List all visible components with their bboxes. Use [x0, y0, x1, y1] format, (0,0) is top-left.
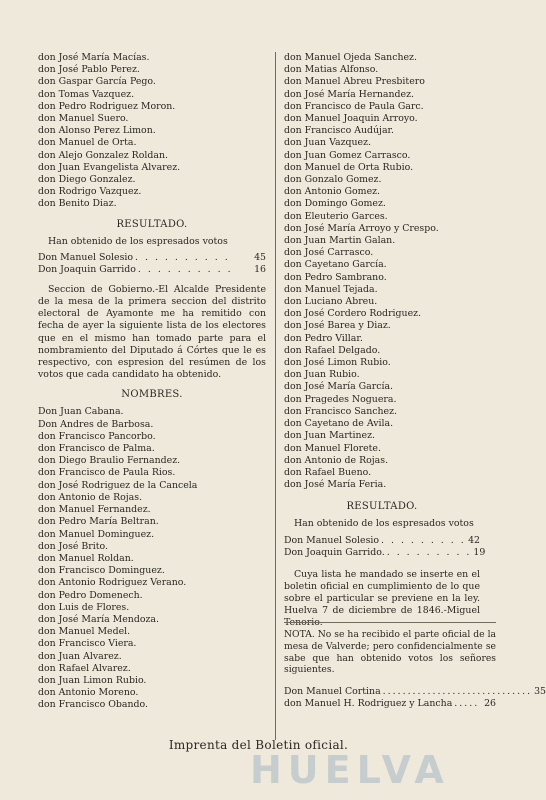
name-entry: don Pragedes Noguera.: [284, 393, 397, 405]
name-entry: don Francisco Viera.: [38, 638, 137, 650]
name-entry: don Matias Alfonso.: [284, 64, 379, 76]
column-divider: [275, 52, 276, 740]
vote-count: 16: [254, 263, 266, 275]
name-entry: don Eleuterio Garces.: [284, 210, 388, 222]
name-entry: don José Limon Rubio.: [284, 357, 391, 369]
name-entry: don Francisco Obando.: [38, 699, 148, 711]
name-entry: don José María Macías.: [38, 52, 150, 63]
vote-count: 42: [468, 534, 480, 546]
closing-paragraph: Cuya lista he mandado se inserte en el boletin oficial en cumplimiento de lo que sobre el particular se previene en la ley. Huelva 7 de diciembre de 1846.-Miguel Tenorio.: [284, 568, 480, 629]
nombres-heading: NOMBRES.: [121, 389, 183, 401]
name-entry: don Juan Martin Galan.: [284, 235, 396, 247]
resultado-intro-right: Han obtenido de los espresados votos: [294, 518, 474, 530]
left-column: [38, 52, 266, 712]
name-entry: don Cayetano de Avila.: [284, 418, 394, 430]
name-entry: don Pedro Domenech.: [38, 589, 143, 601]
name-entry: don José Brito.: [38, 540, 109, 552]
resultado-intro-left: Han obtenido de los espresados votos: [48, 235, 228, 247]
right-column: [284, 52, 486, 630]
vote-row: [284, 546, 486, 559]
name-entry: don Juan Gomez Carrasco.: [284, 149, 411, 161]
name-entry: don José María Hernandez.: [284, 88, 414, 100]
name-entry: don Manuel Abreu Presbitero: [284, 76, 425, 88]
resultado-heading-right: RESULTADO.: [346, 501, 418, 513]
name-entry: don José Barea y Diaz.: [284, 320, 391, 332]
name-entry: don Antonio de Rojas.: [284, 454, 389, 466]
name-entry: don Manuel de Orta Rubio.: [284, 161, 414, 173]
name-entry: Don Juan Cabana.: [38, 406, 124, 418]
vote-candidate: Don Joaquin Garrido.: [284, 546, 385, 558]
name-entry: don Benito Diaz.: [38, 198, 117, 210]
name-entry: don Luis de Flores.: [38, 601, 130, 613]
name-entry: don Cayetano García.: [284, 259, 387, 271]
vote-count: 26: [484, 698, 496, 710]
name-entry: don Manuel Roldan.: [38, 552, 134, 564]
name-entry: don José Pablo Perez.: [38, 64, 140, 76]
name-entry: don Diego Gonzalez.: [38, 174, 136, 186]
vote-row: [38, 264, 266, 276]
name-entry: don Pedro Sambrano.: [284, 271, 387, 283]
nota-votes: [284, 686, 546, 710]
name-entry: don Antonio Rodriguez Verano.: [38, 577, 187, 589]
vote-row: [38, 252, 266, 264]
name-entry: don Tomas Vazquez.: [38, 88, 135, 100]
name-entry: don Juan Vazquez.: [284, 137, 372, 149]
name-entry: don José Rodriguez de la Cancela: [38, 479, 198, 491]
name-entry: Don Andres de Barbosa.: [38, 418, 154, 430]
name-entry: don Gaspar García Pego.: [38, 76, 156, 88]
name-entry: don José Carrasco.: [284, 247, 374, 259]
name-entry: don Gonzalo Gomez.: [284, 174, 382, 186]
name-entry: don Francisco de Paula Rios.: [38, 467, 176, 479]
name-entry: don Rafael Bueno.: [284, 466, 372, 478]
name-entry: don José María Feria.: [284, 479, 387, 491]
name-entry: don Domingo Gomez.: [284, 198, 386, 210]
name-entry: don Pedro María Beltran.: [38, 516, 159, 528]
name-entry: don Juan Evangelista Alvarez.: [38, 161, 181, 173]
name-entry: don Rodrigo Vazquez.: [38, 186, 142, 198]
name-entry: don Alejo Gonzalez Roldan.: [38, 149, 168, 161]
name-entry: don Antonio Moreno.: [38, 687, 139, 699]
name-entry: don Francisco de Paula Garc.: [284, 100, 424, 112]
name-entry: don Rafael Alvarez.: [38, 662, 131, 674]
vote-candidate: don Manuel H. Rodriguez y Lancha: [284, 698, 453, 710]
vote-count: 19: [473, 546, 486, 558]
name-entry: don Rafael Delgado.: [284, 344, 381, 356]
name-entry: don Juan Alvarez.: [38, 650, 122, 662]
vote-leader-dots: . . . . . . . . .: [386, 546, 472, 558]
name-entry: don José Cordero Rodriguez.: [284, 308, 422, 320]
resultado-heading-left: RESULTADO.: [116, 218, 188, 230]
names-list-bottom: [38, 406, 266, 711]
vote-leader-dots: . . . . . . . . . .: [135, 251, 230, 263]
name-entry: don Francisco Audújar.: [284, 125, 394, 137]
name-entry: don Antonio Gomez.: [284, 186, 381, 198]
name-entry: don Diego Braulio Fernandez.: [38, 455, 181, 467]
vote-count: 45: [254, 251, 266, 263]
vote-row: [284, 686, 546, 698]
name-entry: don José María Mendoza.: [38, 613, 159, 625]
resultado-votes-right: [284, 534, 486, 559]
name-entry: don Juan Rubio.: [284, 369, 360, 381]
nota-text: [284, 629, 496, 676]
name-entry: don Manuel Fernandez.: [38, 504, 151, 516]
vote-leader-dots: .....: [454, 698, 480, 710]
vote-candidate: Don Joaquin Garrido: [38, 263, 136, 275]
vote-leader-dots: . . . . . . . . .: [381, 534, 466, 546]
name-entry: don Manuel Dominguez.: [38, 528, 155, 540]
name-entry: don Manuel Florete.: [284, 442, 381, 454]
footer-imprint: Imprenta del Boletin oficial.: [168, 738, 349, 752]
name-entry: don Francisco Sanchez.: [284, 405, 398, 417]
name-entry: don Pedro Villar.: [284, 332, 363, 344]
vote-leader-dots: ..............................: [382, 686, 533, 698]
name-entry: don José María Arroyo y Crespo.: [284, 222, 439, 234]
name-entry: don Francisco Dominguez.: [38, 565, 165, 577]
name-entry: don Antonio de Rojas.: [38, 491, 143, 503]
vote-candidate: Don Manuel Cortina: [284, 686, 381, 698]
vote-candidate: Don Manuel Solesio: [38, 251, 134, 263]
nota-body: No se ha recibido el parte oficial de la mesa de Valverde; pero confidencialmente se sabe que han obtenido votos los señores siguientes.: [284, 629, 496, 676]
vote-row: [284, 535, 480, 547]
name-entry: don Manuel de Orta.: [38, 137, 137, 149]
seccion-paragraph: Seccion de Gobierno.-El Alcalde Presidente de la mesa de la primera seccion del distrito electoral de Ayamonte me ha remitido con fecha de ayer la siguiente lista de los electores que en el mismo han tomado parte para el nombramiento del Diputado á Córtes que le es respectivo, con espresion del resúmen de los votos que cada candidato ha obtenido.: [38, 283, 266, 381]
name-entry: don Manuel Medel.: [38, 626, 131, 638]
vote-candidate: Don Manuel Solesio: [284, 534, 380, 546]
name-entry: don Juan Martinez.: [284, 430, 376, 442]
vote-count: 35: [534, 686, 546, 698]
name-entry: don Alonso Perez Limon.: [38, 125, 156, 137]
nota-lead: NOTA.: [284, 629, 315, 640]
names-list-top: [38, 52, 266, 211]
nota-box: [284, 622, 546, 710]
name-entry: don Francisco de Palma.: [38, 443, 155, 455]
vote-leader-dots: . . . . . . . . . .: [137, 263, 233, 275]
name-entry: don José María García.: [284, 381, 394, 393]
name-entry: don Juan Limon Rubio.: [38, 674, 147, 686]
name-entry: don Manuel Ojeda Sanchez.: [284, 52, 417, 63]
watermark-text: HUELVA: [250, 748, 450, 792]
resultado-votes-left: [38, 252, 266, 276]
name-entry: don Pedro Rodriguez Moron.: [38, 100, 176, 112]
name-entry: don Manuel Tejada.: [284, 283, 378, 295]
names-list-right: [284, 52, 480, 491]
watermark-stamp: [250, 748, 450, 792]
name-entry: don Francisco Pancorbo.: [38, 430, 156, 442]
name-entry: don Luciano Abreu.: [284, 296, 378, 308]
name-entry: don Manuel Suero.: [38, 113, 129, 125]
name-entry: don Manuel Joaquin Arroyo.: [284, 113, 418, 125]
vote-row: [284, 698, 496, 710]
